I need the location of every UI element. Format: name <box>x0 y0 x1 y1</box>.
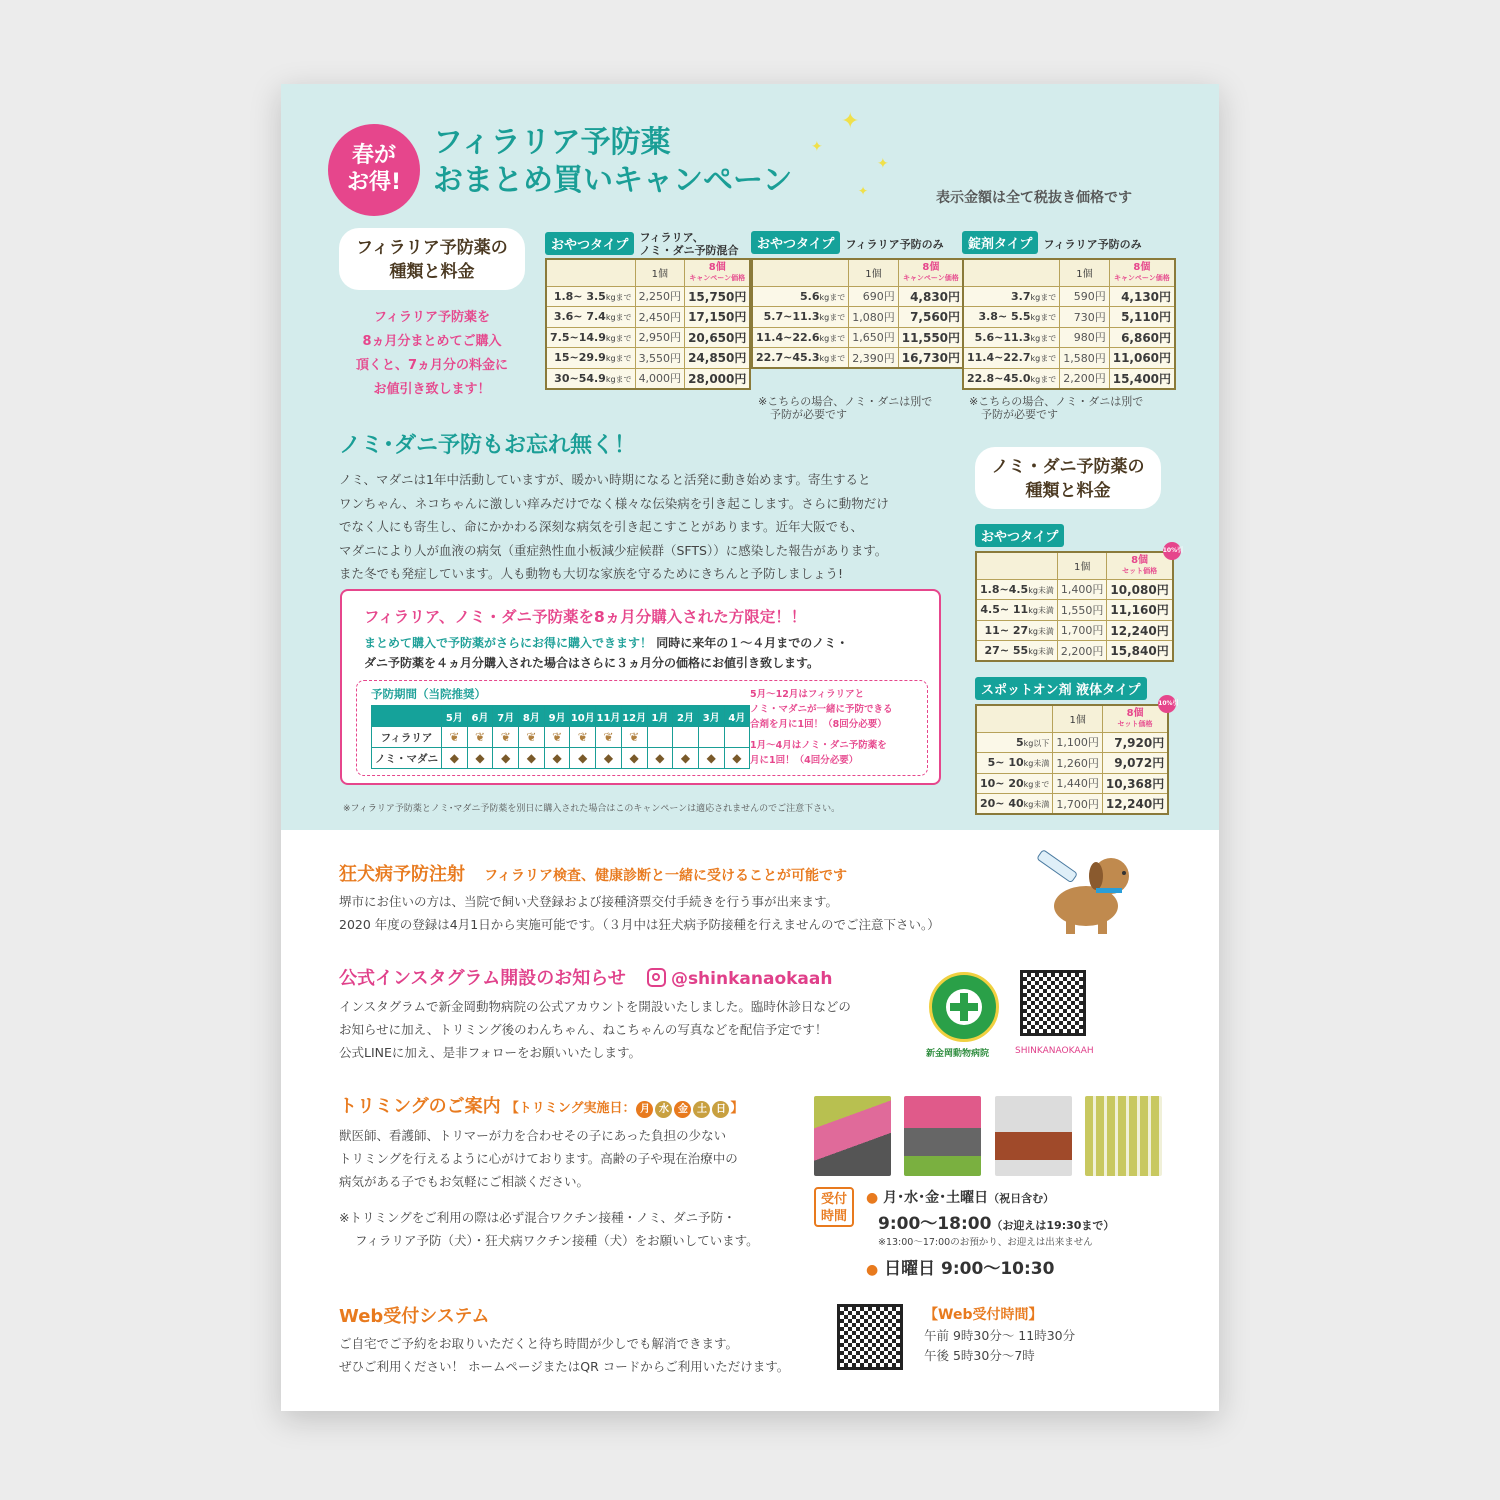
pill-icon: ◆ <box>526 751 537 765</box>
price-row: 30~54.9kgまで 4,000円 28,000円 <box>546 368 750 389</box>
sparkle-icon: ✦ <box>811 139 823 155</box>
flea-price-table-1: 1個 8個 セット価格 10%引 1.8~4.5kg未満 1,400円 10,080円 4.5~ 11kg未満 1,550円 11,160円 11~ 27kg未満 1,700円 12,240円 27~ 55kg未満 2,200円 15,840円 <box>975 551 1174 662</box>
pill-icon: ◆ <box>501 751 511 765</box>
price-row: 3.7kgまで 590円 4,130円 <box>963 286 1175 307</box>
filaria-types-box: フィラリア予防薬の 種類と料金 <box>339 228 525 290</box>
trimming-photo <box>814 1096 891 1176</box>
bone-icon: ❦ <box>500 730 511 744</box>
bone-icon: ❦ <box>552 730 563 744</box>
instagram-heading: 公式インスタグラム開設のお知らせ @shinkanaokaah <box>339 968 833 989</box>
bone-icon: ❦ <box>475 730 486 744</box>
promo-footnote: ※フィラリア予防薬とノミ･マダニ予防薬を別日に購入された場合はこのキャンペーンは適応されませんのでご注意下さい。 <box>343 804 841 814</box>
flea-price-table-2: 1個 8個 セット価格 10%引 5kg以下 1,100円 7,920円 5~ 10kg未満 1,260円 9,072円 10~ 20kgまで 1,440円 10,368円 20~ 40kg未満 1,700円 12,240円 <box>975 704 1169 815</box>
bone-icon: ❦ <box>629 730 640 744</box>
web-hours: 【Web受付時間】 午前 9時30分～ 11時30分 午後 5時30分～7時 <box>924 1307 1076 1363</box>
campaign-panel <box>281 84 1219 830</box>
schedule-side-note: 5月～12月はフィラリアと ノミ・マダニが一緒に予防できる 合剤を月に1回！（8回分必要） 1月～4月はノミ・ダニ予防薬を 月に1回！（4回分必要） <box>750 689 893 766</box>
pill-icon: ◆ <box>680 751 691 765</box>
price-row: 22.8~45.0kgまで 2,200円 15,400円 <box>963 368 1175 389</box>
price-row: 5.6kgまで 690円 4,830円 <box>752 286 964 307</box>
pill-icon: ◆ <box>706 751 716 765</box>
flea-heading: ノミ･ダニ予防もお忘れ無く！ <box>339 433 637 458</box>
filaria-lead: フィラリア予防薬を 8ヵ月分まとめてご購入 頂くと、7ヵ月分の料金に お値引き致します！ <box>355 310 509 397</box>
instagram-icon <box>647 968 666 987</box>
promo-description: まとめて購入で予防薬がさらにお得に購入できます！ 同時に来年の１～４月までのノミ・ ダニ予防薬を４ヵ月分購入された場合はさらに３ヵ月分の価格にお値引き致します。 <box>364 636 849 670</box>
trimming-photo <box>1085 1096 1162 1176</box>
promo-title: フィラリア、ノミ・ダニ予防薬を8ヵ月分購入された方限定！！ <box>364 608 807 626</box>
trimming-heading: トリミングのご案内 【トリミング実施日： 月 水 金 土 日 】 <box>339 1096 744 1117</box>
day-circle: 水 <box>655 1101 672 1118</box>
flea-table-1-header: おやつタイプ <box>975 524 1064 547</box>
filaria-table-2-note: ※こちらの場合、ノミ・ダニは別で 予防が必要です <box>758 395 933 421</box>
bone-icon: ❦ <box>449 730 460 744</box>
filaria-table-3-header: 錠剤タイプ フィラリア予防のみ <box>962 231 1142 254</box>
pill-icon: ◆ <box>552 751 562 765</box>
bone-icon: ❦ <box>577 730 588 744</box>
web-heading: Web受付システム <box>339 1306 490 1327</box>
sparkle-icon: ✦ <box>841 109 860 134</box>
bone-icon: ❦ <box>603 730 614 744</box>
price-row: 22.7~45.3kgまで 2,390円 16,730円 <box>752 348 964 369</box>
flyer-sheet <box>281 84 1219 1411</box>
trimming-body: 獣医師、看護師、トリマーが力を合わせその子にあった負担の少ない トリミングを行えるように心がけております。高齢の子や現在治療中の 病気がある子でもお気軽にご相談ください。 <box>339 1128 738 1189</box>
price-row: 27~ 55kg未満 2,200円 15,840円 <box>976 641 1173 662</box>
sparkle-icon: ✦ <box>858 184 869 198</box>
price-row: 10~ 20kgまで 1,440円 10,368円 <box>976 773 1168 794</box>
pill-icon: ◆ <box>578 751 588 765</box>
flea-body: ノミ、マダニは1年中活動していますが、暖かい時期になると活発に動き始めます。寄生すると ワンちゃん、ネコちゃんに激しい痒みだけでなく様々な伝染病を引き起こします。さらに動物だけ でなく人にも寄生し、命にかかわる深刻な病気を引き起こすことがあります。近年大阪でも、 マダニにより人が血液の病気（重症熱性血小板減少症候群（SFTS））に感染した報告があります。 また冬でも発症しています。人も動物も大切な家族を守るためにきちんと予防しましょう! <box>339 472 889 581</box>
price-row: 5kg以下 1,100円 7,920円 <box>976 732 1168 753</box>
schedule-table: 5月 6月 7月 8月 9月 10月 11月 12月 1月 2月 3月 4月 フィラリア ❦ ❦ ❦ ❦ ❦ ❦ ❦ ❦ ノミ・マダニ ◆ ◆ ◆ ◆ ◆ ◆ ◆ ◆ ◆ ◆ ◆ ◆ <box>371 705 750 769</box>
instagram-body: インスタグラムで新金岡動物病院の公式アカウントを開設いたしました。臨時休診日などの お知らせに加え、トリミング後のわんちゃん、ねこちゃんの写真などを配信予定です！ 公式LINEに加え、是非フォローをお願いいたします。 <box>339 999 851 1060</box>
reception-hours: ● 月･水･金･土曜日（祝日含む） 9:00〜18:00（お迎えは19:30まで） ※13:00〜17:00のお預かり、お迎えは出来ません ● 日曜日 9:00〜10:30 <box>866 1190 1115 1279</box>
pill-icon: ◆ <box>603 751 614 765</box>
price-row: 5.6~11.3kgまで 980円 6,860円 <box>963 327 1175 348</box>
web-body: ご自宅でご予約をお取りいただくと待ち時間が少しでも解消できます。 ぜひご利用ください！ ホームページまたはQR コードからご利用いただけます。 <box>339 1336 790 1374</box>
promo-box <box>340 589 941 785</box>
sparkle-icon: ✦ <box>877 156 889 172</box>
price-row: 1.8~4.5kg未満 1,400円 10,080円 <box>976 579 1173 600</box>
price-row: 7.5~14.9kgまで 2,950円 20,650円 <box>546 327 750 348</box>
trimming-photos <box>814 1096 1162 1176</box>
filaria-price-table-2: 1個 8個 キャンペーン価格 5.6kgまで 690円 4,830円 5.7~11.3kgまで 1,080円 7,560円 11.4~22.6kgまで 1,650円 11,550円 22.7~45.3kgまで 2,390円 16,730円 <box>751 258 965 369</box>
trimming-note: ※トリミングをご利用の際は必ず混合ワクチン接種・ノミ、ダニ予防・ フィラリア予防（犬）・狂犬病ワクチン接種（犬）をお願いしています。 <box>339 1210 759 1248</box>
flea-table-2-header: スポットオン剤 液体タイプ <box>975 677 1147 700</box>
trimming-photo <box>995 1096 1072 1176</box>
pill-icon: ◆ <box>732 751 742 765</box>
instagram-qr-code[interactable] <box>1020 970 1086 1036</box>
campaign-title: フィラリア予防薬 おまとめ買いキャンペーン <box>433 125 793 198</box>
pill-icon: ◆ <box>655 751 665 765</box>
price-row: 4.5~ 11kg未満 1,550円 11,160円 <box>976 600 1173 621</box>
price-row: 11.4~22.7kgまで 1,580円 11,060円 <box>963 348 1175 369</box>
trimming-photo <box>904 1096 981 1176</box>
rabies-body: 堺市にお住いの方は、当院で飼い犬登録および接種済票交付手続きを行う事が出来ます。 2020 年度の登録は4月1日から実施可能です。（３月中は狂犬病予防接種を行えませんのでご注意下さい。） <box>339 894 940 932</box>
web-qr-code[interactable] <box>837 1304 903 1370</box>
price-row: 5~ 10kg未満 1,260円 9,072円 <box>976 753 1168 774</box>
filaria-price-table-3: 1個 8個 キャンペーン価格 3.7kgまで 590円 4,130円 3.8~ 5.5kgまで 730円 5,110円 5.6~11.3kgまで 980円 6,860円 11.4~22.7kgまで 1,580円 11,060円 22.8~45.0kgまで 2,200円 15,400円 <box>962 258 1176 390</box>
price-row: 15~29.9kgまで 3,550円 24,850円 <box>546 348 750 369</box>
hospital-logo <box>929 972 999 1042</box>
price-row: 1.8~ 3.5kgまで 2,250円 15,750円 <box>546 286 750 307</box>
price-row: 5.7~11.3kgまで 1,080円 7,560円 <box>752 307 964 328</box>
instagram-handle[interactable]: @shinkanaokaah <box>670 969 833 989</box>
filaria-table-3-note: ※こちらの場合、ノミ・ダニは別で 予防が必要です <box>969 395 1144 421</box>
price-row: 3.6~ 7.4kgまで 2,450円 17,150円 <box>546 307 750 328</box>
pill-icon: ◆ <box>449 751 459 765</box>
pill-icon: ◆ <box>475 751 485 765</box>
pill-icon: ◆ <box>629 751 639 765</box>
bone-icon: ❦ <box>526 730 537 744</box>
filaria-table-1-header: おやつタイプ フィラリア、 ノミ・ダニ予防混合 <box>545 231 738 257</box>
price-row: 20~ 40kg未満 1,700円 12,240円 <box>976 794 1168 815</box>
info-section: 狂犬病予防注射 フィラリア検査、健康診断と一緒に受けることが可能です 堺市にお住いの方は、当院で飼い犬登録および接種済票交付手続きを行う事が出来ます。 2020 年度の登録は4月1日から実施可能です。（３月中は狂犬病予防接種を行えませんのでご注意下さい。） 公式インスタグラム開設のお知らせ @shinkanaokaah インスタグラムで新金岡動物病院の公式アカウントを開設いたしました。臨時休診日などの お知らせに加え、トリミング後のわんちゃん、ねこちゃんの写真などを配信予定です！ 公式LINEに加え、是非フォローをお願いいたします。 新金岡動物病院 SHINKANAOKAAH トリミングのご案内 【トリミング実施日： 月 水 金 土 日 】 獣医師、看護師、トリマーが力を合わせその子にあった負担の少ない トリミングを行えるように心がけております。高齢の子や現在治療中の 病気がある子でもお気軽にご相談ください。 ※トリミングをご利用の際は必ず混合ワクチン接種・ノミ、ダニ予防・ フィラリア予防（犬）・狂犬病ワクチン接種（犬）をお願いしています。 受付 時間 ● 月･水･金･土曜日（祝日含む） 9:00〜18:00（お迎えは19:30まで） ※13:00〜17:00のお預かり、お迎えは出来ません ● 日曜日 9:00〜10:30 Web受付システム ご自宅でご予約をお取りいただくと待ち時間が少しでも解消できます。 ぜひご利用ください！ ホームページまたはQR コードからご利用いただけます。 【Web受付時間】 午前 9時30分～ 11時30分 午後 5時30分～7時 <box>281 830 1219 1411</box>
filaria-table-2-header: おやつタイプ フィラリア予防のみ <box>751 231 944 254</box>
filaria-price-table-1: 1個 8個 キャンペーン価格 1.8~ 3.5kgまで 2,250円 15,750円 3.6~ 7.4kgまで 2,450円 17,150円 7.5~14.9kgまで 2,950円 20,650円 15~29.9kgまで 3,550円 24,850円 30~54.9kgまで 4,000円 28,000円 <box>545 258 751 390</box>
day-circle: 土 <box>693 1101 710 1118</box>
tax-note: 表示金額は全て税抜き価格です <box>936 190 1132 206</box>
price-row: 11~ 27kg未満 1,700円 12,240円 <box>976 620 1173 641</box>
day-circle: 金 <box>674 1101 691 1118</box>
reception-label: 受付 時間 <box>814 1187 854 1227</box>
day-circle: 月 <box>636 1101 653 1118</box>
price-row: 3.8~ 5.5kgまで 730円 5,110円 <box>963 307 1175 328</box>
rabies-heading: 狂犬病予防注射 フィラリア検査、健康診断と一緒に受けることが可能です <box>339 864 847 885</box>
dog-vaccine-illustration <box>1026 848 1141 938</box>
price-row: 11.4~22.6kgまで 1,650円 11,550円 <box>752 327 964 348</box>
flea-types-box: ノミ・ダニ予防薬の 種類と料金 <box>975 447 1161 509</box>
spring-badge: 春が お得! <box>328 124 420 216</box>
schedule-box: 予防期間（当院推奨） 5月 6月 7月 8月 9月 10月 11月 12月 1月 2月 3月 4月 フィラリア ❦ ❦ ❦ ❦ ❦ ❦ ❦ ❦ ノミ・マダニ ◆ ◆ ◆ ◆ ◆ ◆ ◆ ◆ ◆ ◆ ◆ ◆ 5月～12月はフィラリアと ノミ・マダニが一緒に予防できる 合剤を月に1回！（8回分必要） 1月～4月はノミ・ダニ予防薬を 月に1回！（4回分必要） <box>356 680 928 776</box>
day-circle: 日 <box>712 1101 729 1118</box>
